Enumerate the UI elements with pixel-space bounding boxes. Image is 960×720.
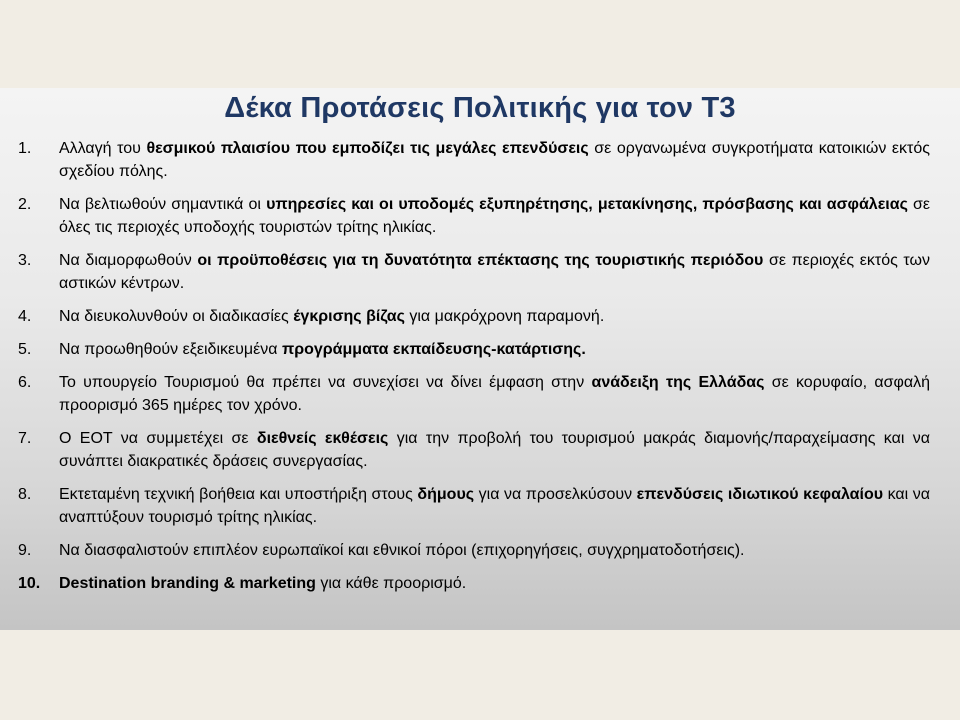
item-number: 2. [18,196,32,213]
slide-title: Δέκα Προτάσεις Πολιτικής για τον Τ3 [224,92,736,124]
item-text: Να διασφαλιστούν επιπλέον ευρωπαϊκοί και εθνικοί πόροι (επιχορηγήσεις, συγχρηματοδοτήσεις). [59,542,745,559]
list-item [18,427,930,473]
list-item [18,338,930,361]
item-number: 6. [18,374,32,391]
item-text: Να διευκολυνθούν οι διαδικασίες έγκρισης βίζας για μακρόχρονη παραμονή. [59,308,605,325]
item-text: Destination branding & marketing για κάθε προορισμό. [59,575,467,592]
list-item [18,193,930,239]
item-text: Ο ΕΟΤ να συμμετέχει σε διεθνείς εκθέσεις για την προβολή του τουρισμού μακράς διαμονής/παραχείμασης και να συνάπτει διακρατικές δράσεις συνεργασίας. [59,430,931,470]
list-item [18,137,930,183]
list-item [18,249,930,295]
item-text: Το υπουργείο Τουρισμού θα πρέπει να συνεχίσει να δίνει έμφαση στην ανάδειξη της Ελλάδας σε κορυφαίο, ασφαλή προορισμό 365 ημέρες τον χρόνο. [59,374,930,414]
item-text: Αλλαγή του θεσμικού πλαισίου που εμποδίζει τις μεγάλες επενδύσεις σε οργανωμένα συγκροτήματα κατοικιών εκτός σχεδίου πόλης. [59,140,930,180]
list-item [18,483,930,529]
item-number: 8. [18,486,32,503]
list-item [18,371,930,417]
item-number: 3. [18,252,32,269]
list-item [18,539,930,562]
proposal-list [18,137,930,605]
item-number: 5. [18,341,32,358]
item-number: 10. [18,575,41,592]
item-number: 7. [18,430,32,447]
list-item [18,572,930,595]
item-number: 1. [18,140,32,157]
list-item [18,305,930,328]
item-number: 4. [18,308,32,325]
item-text: Εκτεταμένη τεχνική βοήθεια και υποστήριξη στους δήμους για να προσελκύσουν επενδύσεις ιδιωτικού κεφαλαίου και να αναπτύξουν τουρισμό τρίτης ηλικίας. [59,486,930,526]
item-text: Να προωθηθούν εξειδικευμένα προγράμματα εκπαίδευσης-κατάρτισης. [59,341,586,358]
item-text: Να διαμορφωθούν οι προϋποθέσεις για τη δυνατότητα επέκτασης της τουριστικής περιόδου σε περιοχές εκτός των αστικών κέντρων. [59,252,930,292]
item-number: 9. [18,542,32,559]
item-text: Να βελτιωθούν σημαντικά οι υπηρεσίες και οι υποδομές εξυπηρέτησης, μετακίνησης, πρόσβασης και ασφάλειας σε όλες τις περιοχές υποδοχής τουριστών τρίτης ηλικίας. [59,196,930,236]
